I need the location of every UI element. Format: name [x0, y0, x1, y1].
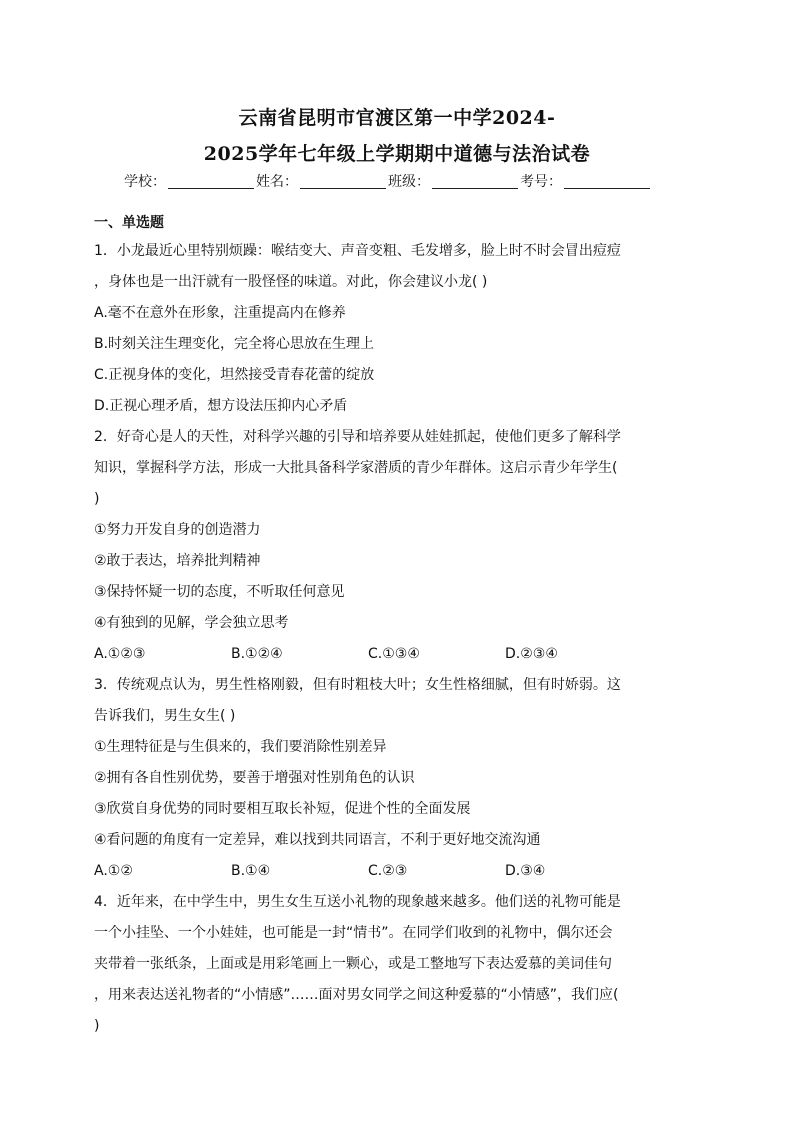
- question-1-stem-line-2: ，身体也是一出汗就有一股怪怪的味道。对此，你会建议小龙( ): [94, 274, 488, 290]
- question-1: [94, 236, 700, 422]
- question-2-statement-3: ③保持怀疑一切的态度，不听取任何意见: [94, 584, 345, 600]
- question-2-statement-1: ①努力开发自身的创造潜力: [94, 522, 261, 538]
- question-3-statement-1: ①生理特征是与生俱来的，我们要消除性别差异: [94, 739, 387, 755]
- question-2-choices: [94, 639, 700, 670]
- school-label: 学校：: [124, 174, 166, 190]
- question-2-choice-b[interactable]: B.①②④: [231, 646, 283, 662]
- question-2-choice-a[interactable]: A.①②③: [94, 646, 146, 662]
- question-2-stem-line-1: 2．好奇心是人的天性，对科学兴趣的引导和培养要从娃娃抓起，使他们更多了解科学: [94, 429, 621, 445]
- question-4-stem-line-3: 夹带着一张纸条，上面或是用彩笔画上一颗心，或是工整地写下表达爱慕的美词佳句: [94, 956, 612, 972]
- question-4-stem-line-1: 4．近年来，在中学生中，男生女生互送小礼物的现象越来越多。他们送的礼物可能是: [94, 894, 621, 910]
- question-3-stem-line-2: 告诉我们，男生女生( ): [94, 708, 236, 724]
- question-2-statement-4: ④有独到的见解，学会独立思考: [94, 615, 289, 631]
- question-2-statement-2: ②敢于表达，培养批判精神: [94, 553, 261, 569]
- class-label: 班级：: [388, 174, 430, 190]
- question-3-statement-2: ②拥有各自性别优势，要善于增强对性别角色的认识: [94, 770, 415, 786]
- exam-title-line-1: 云南省昆明市官渡区第一中学2024-: [238, 107, 556, 129]
- class-blank[interactable]: [432, 174, 518, 189]
- question-4-stem-line-2: 一个小挂坠、一个小娃娃，也可能是一封“情书”。在同学们收到的礼物中，偶尔还会: [94, 925, 613, 941]
- question-1-option-d[interactable]: D.正视心理矛盾，想方设法压抑内心矛盾: [94, 398, 348, 414]
- question-2-choice-c[interactable]: C.①③④: [368, 646, 420, 662]
- exam-title-line-2: 2025学年七年级上学期期中道德与法治试卷: [203, 143, 591, 165]
- name-label: 姓名：: [256, 174, 298, 190]
- question-3-choice-a[interactable]: A.①②: [94, 863, 133, 879]
- question-2: [94, 422, 700, 670]
- question-3: [94, 670, 700, 887]
- question-3-choice-b[interactable]: B.①④: [231, 863, 271, 879]
- question-3-choice-d[interactable]: D.③④: [505, 863, 546, 879]
- question-1-option-b[interactable]: B.时刻关注生理变化，完全将心思放在生理上: [94, 336, 375, 352]
- question-2-choice-d[interactable]: D.②③④: [505, 646, 558, 662]
- section-heading: 一、单选题: [94, 215, 164, 231]
- exam-number-label: 考号：: [520, 174, 562, 190]
- question-3-statement-3: ③欣赏自身优势的同时要相互取长补短，促进个性的全面发展: [94, 801, 471, 817]
- exam-number-blank[interactable]: [564, 174, 650, 189]
- question-3-choices: [94, 856, 700, 887]
- exam-content: [94, 212, 700, 1042]
- question-1-option-a[interactable]: A.毫不在意外在形象，注重提高内在修养: [94, 305, 346, 321]
- question-3-stem-line-1: 3．传统观点认为，男生性格刚毅，但有时粗枝大叶；女生性格细腻，但有时娇弱。这: [94, 677, 621, 693]
- question-1-option-c[interactable]: C.正视身体的变化，坦然接受青春花蕾的绽放: [94, 367, 375, 383]
- question-4-stem-line-5: ): [94, 1018, 100, 1034]
- question-3-statement-4: ④看问题的角度有一定差异，难以找到共同语言，不利于更好地交流沟通: [94, 832, 541, 848]
- question-4: [94, 887, 700, 1042]
- question-3-choice-c[interactable]: C.②③: [368, 863, 408, 879]
- question-4-stem-line-4: ，用来表达送礼物者的“小情感”……面对男女同学之间这种爱慕的“小情感”，我们应(: [94, 987, 619, 1003]
- name-blank[interactable]: [300, 174, 386, 189]
- question-2-stem-line-3: ): [94, 491, 100, 507]
- question-1-stem-line-1: 1．小龙最近心里特别烦躁：喉结变大、声音变粗、毛发增多，脸上时不时会冒出痘痘: [94, 243, 621, 259]
- question-2-stem-line-2: 知识，掌握科学方法，形成一大批具备科学家潜质的青少年群体。这启示青少年学生(: [94, 460, 618, 476]
- school-blank[interactable]: [168, 174, 254, 189]
- student-info-row: [124, 171, 652, 191]
